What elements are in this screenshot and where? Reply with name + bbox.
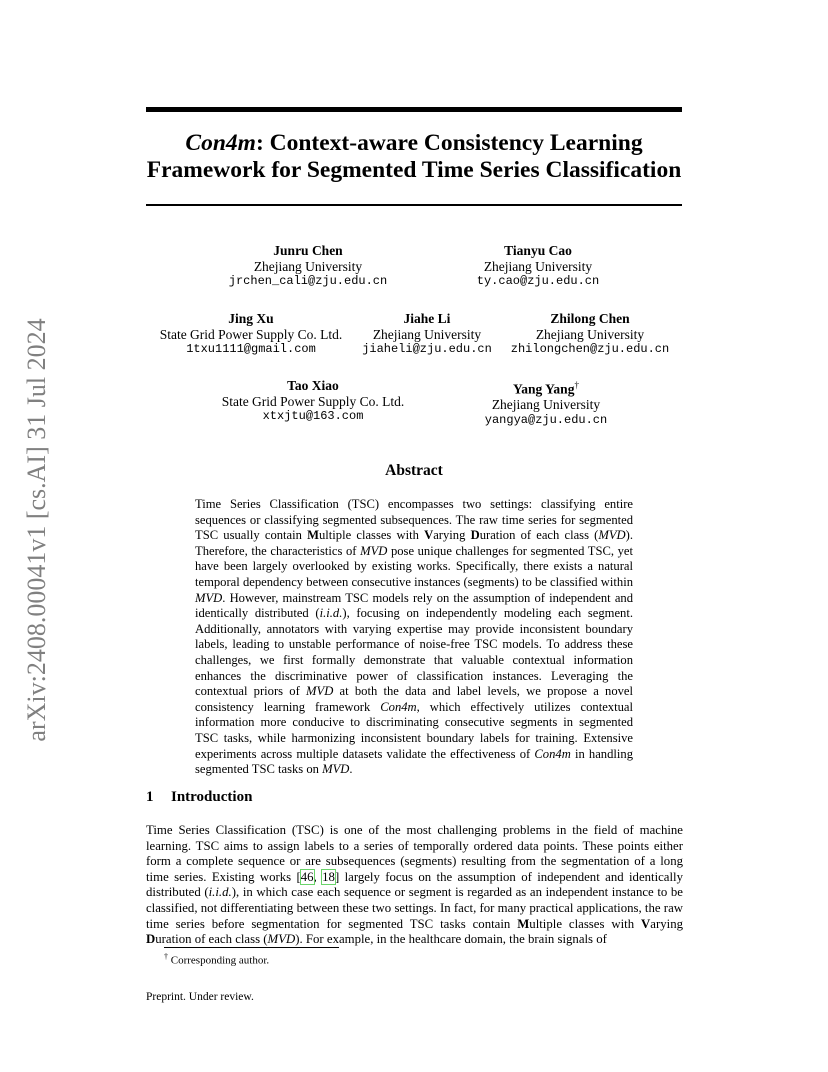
author-email: jrchen_cali@zju.edu.cn bbox=[228, 274, 388, 288]
dagger-mark: † bbox=[574, 380, 579, 390]
footnote-rule bbox=[164, 947, 339, 948]
paper-title bbox=[146, 130, 682, 184]
abstract-body: Time Series Classification (TSC) encompasses two settings: classifying entire sequences or classifying segmented subsequences. The raw time series for segmented TSC usually contain Multiple classes with Varying Duration of each class (MVD). Therefore, the characteristics of MVD pose unique challenges for segmented TSC, yet have been largely overlooked by existing works. Specifically, there exists a natural temporal dependency between consecutive instances (segments) to be classified within MVD. However, mainstream TSC models rely on the assumption of independent and identically distributed (i.i.d.), focusing on independently modeling each segment. Additionally, annotators with varying expertise may provide inconsistent boundary labels, leading to unstable performance of noise-free TSC models. To address these challenges, we first formally demonstrate that valuable contextual information enhances the discriminative power of classification instances. Leveraging the contextual priors of MVD at both the data and label levels, we propose a novel consistency learning framework Con4m, which effectively utilizes contextual information more conducive to discriminating consecutive segments in segmented TSC tasks, while harmonizing inconsistent boundary labels for training. Extensive experiments across multiple datasets validate the effectiveness of Con4m in handling segmented TSC tasks on MVD. bbox=[195, 497, 633, 777]
author-affiliation: State Grid Power Supply Co. Ltd. bbox=[221, 393, 405, 409]
author-name: Jiahe Li bbox=[403, 311, 451, 326]
author-name: Tao Xiao bbox=[287, 378, 339, 393]
title-top-rule bbox=[146, 107, 682, 112]
author-affiliation: Zhejiang University bbox=[535, 326, 645, 342]
author-email: zhilongchen@zju.edu.cn bbox=[510, 342, 670, 356]
author-email: xtxjtu@163.com bbox=[262, 409, 364, 423]
section-number: 1 bbox=[146, 789, 154, 805]
author-email: yangya@zju.edu.cn bbox=[484, 412, 608, 427]
author-block bbox=[208, 243, 408, 290]
introduction-paragraph: Time Series Classification (TSC) is one of the most challenging problems in the field of machine learning. TSC aims to assign labels to a series of temporally ordered data points. These points either form a complete sequence or are subsequences (segments) resulting from the segmentation of a long time series. Existing works [46, 18] largely focus on the assumption of independent and identically distributed (i.i.d.), in which case each sequence or segment is regarded as an independent instance to be classified, not differentiating between these two settings. In fact, for many practical applications, the raw time series before segmentation for segmented TSC tasks contain Multiple classes with Varying Duration of each class (MVD). For example, in the healthcare domain, the brain signals of bbox=[146, 823, 683, 947]
section-title: Introduction bbox=[171, 789, 253, 805]
author-email: ty.cao@zju.edu.cn bbox=[476, 274, 600, 288]
author-name: Zhilong Chen bbox=[550, 311, 630, 326]
title-line1: : Context-aware Consistency Learning bbox=[255, 130, 643, 156]
citation-link[interactable]: 18 bbox=[322, 869, 335, 884]
section-heading bbox=[146, 789, 252, 806]
preprint-note: Preprint. Under review. bbox=[146, 991, 254, 1003]
title-italic: Con4m bbox=[185, 130, 256, 156]
author-name-text: Yang Yang bbox=[513, 381, 575, 397]
author-name: Tianyu Cao bbox=[504, 243, 572, 258]
title-bottom-rule bbox=[146, 204, 682, 206]
author-block bbox=[208, 378, 418, 425]
author-email: jiaheli@zju.edu.cn bbox=[362, 342, 492, 356]
author-affiliation: Zhejiang University bbox=[253, 258, 363, 274]
author-email: 1txu1111@gmail.com bbox=[186, 342, 316, 356]
title-line2: Framework for Segmented Time Series Classification bbox=[146, 157, 682, 183]
author-name: Junru Chen bbox=[273, 243, 343, 258]
abstract-heading: Abstract bbox=[385, 462, 443, 479]
citation-link[interactable]: 46 bbox=[300, 869, 314, 884]
author-name bbox=[446, 378, 646, 397]
author-affiliation: Zhejiang University bbox=[372, 326, 482, 342]
author-affiliation: State Grid Power Supply Co. Ltd. bbox=[159, 326, 343, 342]
author-affiliation: Zhejiang University bbox=[491, 397, 601, 412]
author-affiliation: Zhejiang University bbox=[483, 258, 593, 274]
footnote-text: Corresponding author. bbox=[168, 954, 270, 967]
author-block bbox=[446, 378, 646, 428]
arxiv-id-text: arXiv:2408.00041v1 [cs.AI] 31 Jul 2024 bbox=[22, 318, 51, 742]
author-block bbox=[500, 311, 680, 358]
footnote-mark: † bbox=[164, 952, 168, 961]
footnote bbox=[164, 952, 269, 967]
author-block bbox=[438, 243, 638, 290]
author-name: Jing Xu bbox=[228, 311, 274, 326]
author-block bbox=[146, 311, 356, 358]
author-block bbox=[357, 311, 497, 358]
